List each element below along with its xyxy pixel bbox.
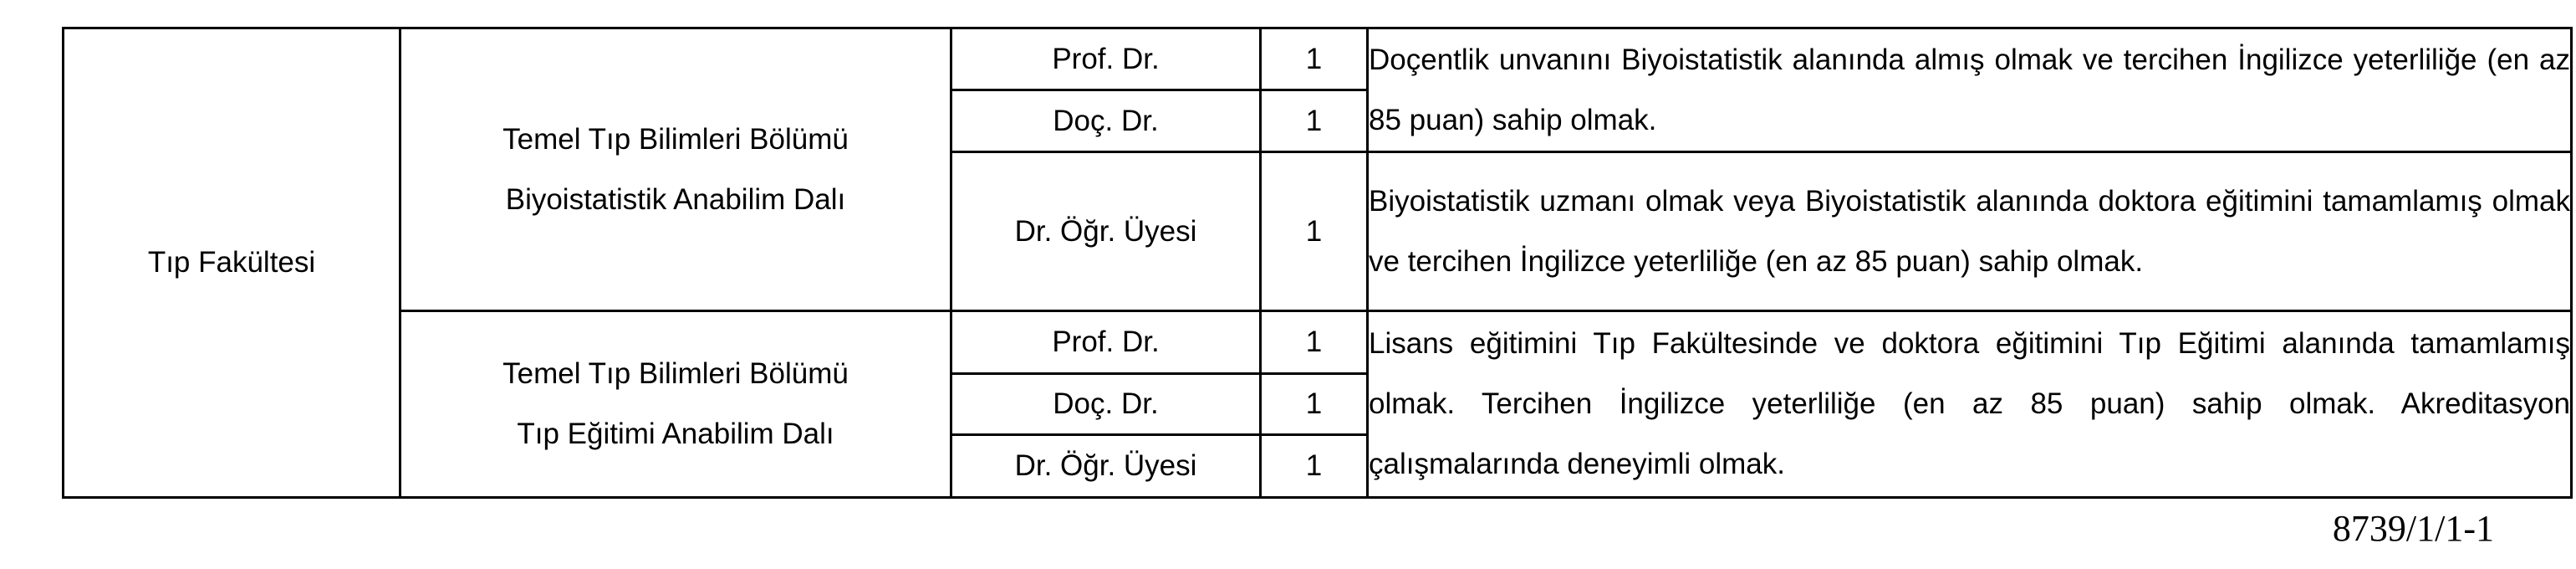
faculty-cell: Tıp Fakültesi xyxy=(64,28,400,498)
position-count: 1 xyxy=(1261,90,1368,152)
position-count: 1 xyxy=(1261,373,1368,435)
position-title: Doç. Dr. xyxy=(951,90,1261,152)
vacancy-table xyxy=(62,27,2573,499)
position-title: Doç. Dr. xyxy=(951,373,1261,435)
position-title: Dr. Öğr. Üyesi xyxy=(951,152,1261,311)
department-name: Temel Tıp Bilimleri Bölümü xyxy=(502,122,849,156)
position-count: 1 xyxy=(1261,28,1368,90)
table-row xyxy=(64,311,2572,374)
position-count: 1 xyxy=(1261,435,1368,498)
position-count: 1 xyxy=(1261,152,1368,311)
requirements-cell: Biyoistatistik uzmanı olmak veya Biyoistatistik alanında doktora eğitimini tamamlamış olmak ve tercihen İngilizce yeterliliğe (en az 85 puan) sahip olmak. xyxy=(1368,152,2572,311)
division-name: Biyoistatistik Anabilim Dalı xyxy=(505,182,846,216)
table-row xyxy=(64,28,2572,90)
department-cell xyxy=(400,28,951,311)
position-count: 1 xyxy=(1261,311,1368,374)
requirements-cell: Doçentlik unvanını Biyoistatistik alanında almış olmak ve tercihen İngilizce yeterliliğe (en az 85 puan) sahip olmak. xyxy=(1368,28,2572,152)
department-cell xyxy=(400,311,951,498)
position-title: Dr. Öğr. Üyesi xyxy=(951,435,1261,498)
position-title: Prof. Dr. xyxy=(951,311,1261,374)
position-title: Prof. Dr. xyxy=(951,28,1261,90)
requirements-cell: Lisans eğitimini Tıp Fakültesinde ve doktora eğitimini Tıp Eğitimi alanında tamamlamış olmak. Tercihen İngilizce yeterliliğe (en az 85 puan) sahip olmak. Akreditasyon çalışmalarında deneyimli olmak. xyxy=(1368,311,2572,498)
division-name: Tıp Eğitimi Anabilim Dalı xyxy=(517,418,834,451)
department-name: Temel Tıp Bilimleri Bölümü xyxy=(502,357,849,391)
reference-code: 8739/1/1-1 xyxy=(2332,508,2494,549)
